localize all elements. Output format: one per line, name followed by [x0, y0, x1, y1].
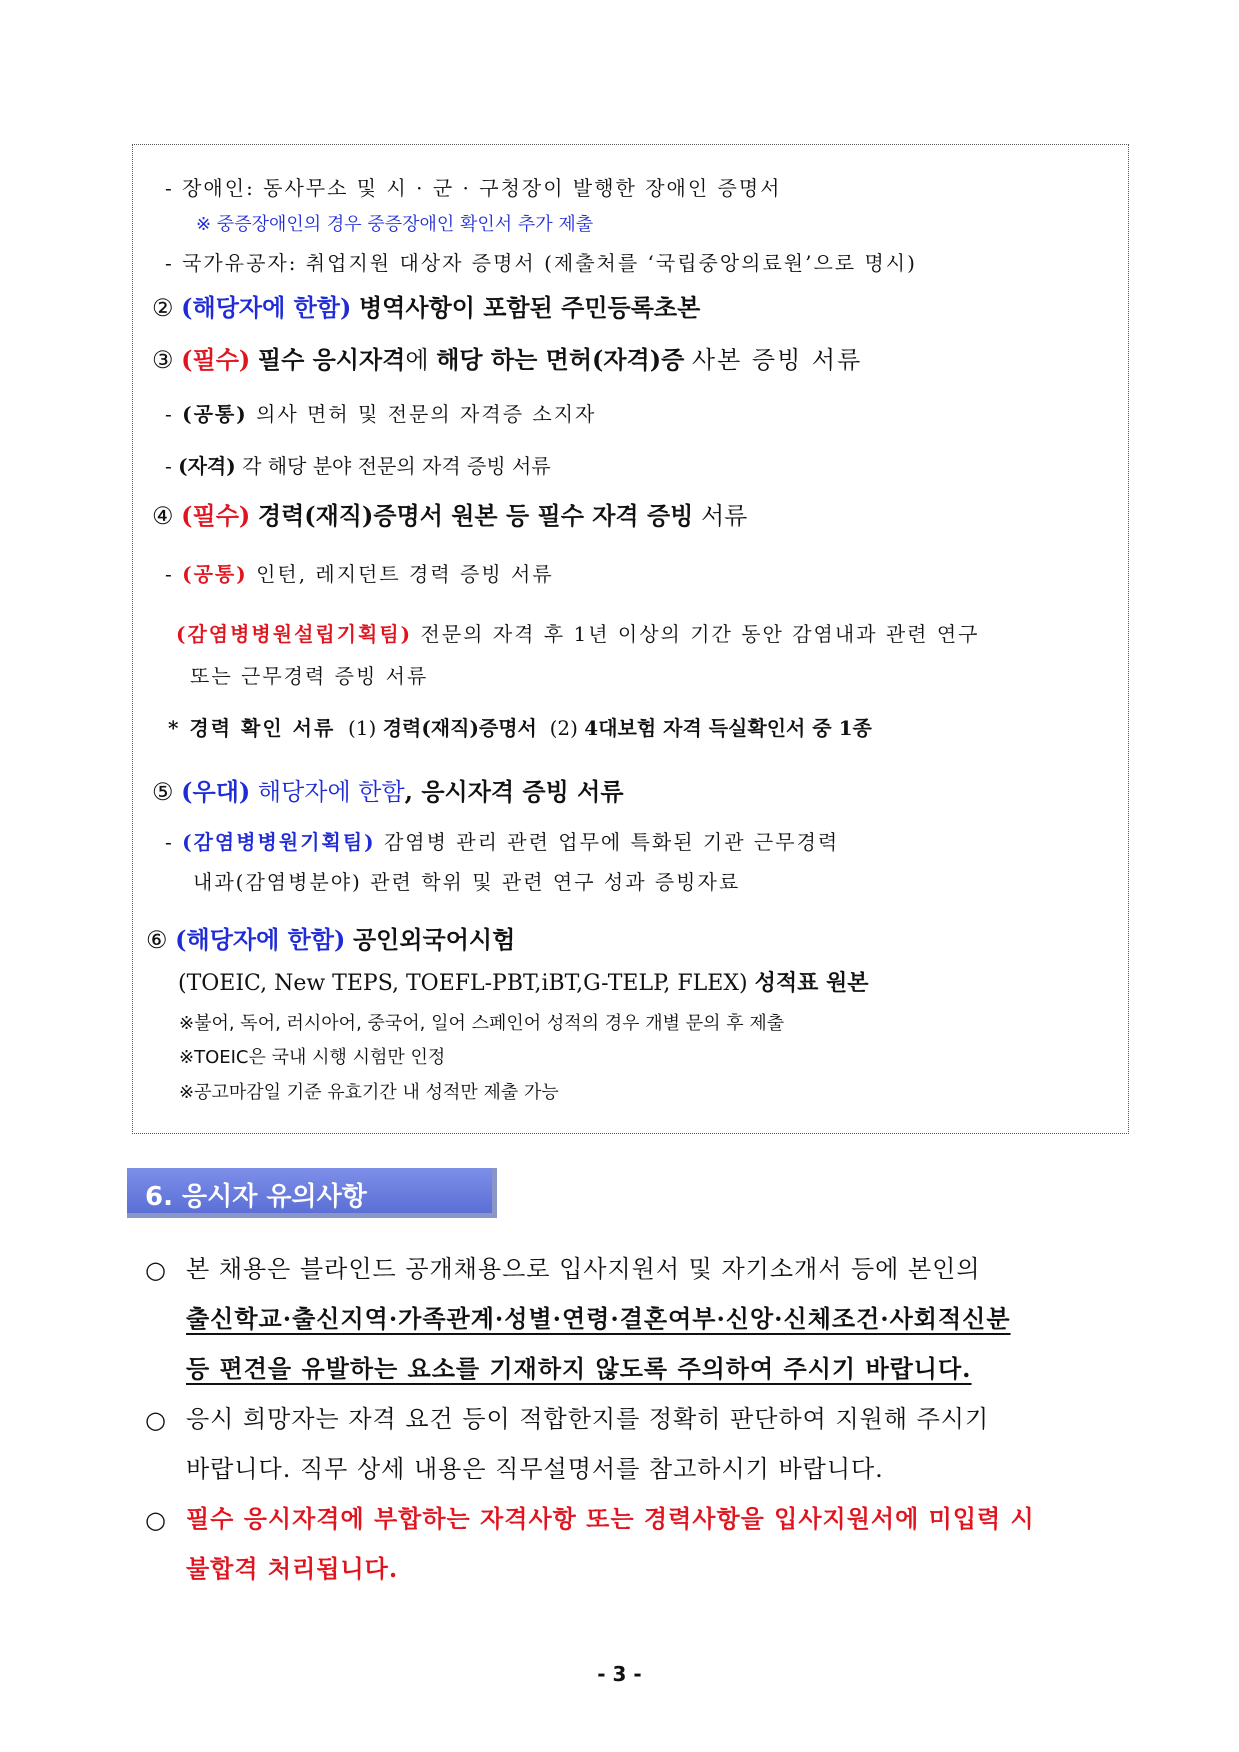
paragraph-2-line-1: 응시 희망자는 자격 요건 등이 적합한지를 정확히 판단하여 지원해 주시기	[186, 1405, 990, 1433]
item-6-num: ⑥	[146, 926, 168, 954]
item-4b-tag: (감염병병원설립기획팀)	[176, 622, 413, 646]
item-6a-bold: 성적표 원본	[754, 970, 869, 996]
item-5a-cont: 내과(감염병분야) 관련 학위 및 관련 연구 성과 증빙자료	[193, 870, 741, 894]
paragraph-3	[186, 1494, 1116, 1594]
dash: -	[165, 402, 183, 426]
dash: -	[165, 562, 183, 586]
item-3b-text: 각 해당 분야 전문의 자격 증빙 서류	[242, 454, 551, 478]
item-4-tag: (필수)	[181, 501, 251, 530]
paragraph-3-line-2: 불합격 처리됩니다.	[186, 1554, 399, 1583]
section-header	[127, 1168, 497, 1218]
item-4c	[168, 712, 872, 741]
item-2-text: 병역사항이 포함된 주민등록초본	[358, 293, 701, 322]
item-3b	[165, 450, 551, 479]
item-6-text: 공인외국어시험	[352, 925, 516, 954]
item-6-tag: (해당자에 한함)	[175, 925, 346, 954]
item-5	[152, 772, 624, 807]
item-5-bold: , 응시자격 증빙 서류	[404, 777, 624, 806]
item-4	[152, 496, 747, 531]
section-title: 6. 응시자 유의사항	[145, 1182, 367, 1212]
item-4c-num-1: (1)	[348, 716, 377, 740]
bullet-1: ○	[145, 1256, 166, 1284]
dash: -	[165, 454, 179, 478]
disabled-doc-line: - 장애인: 동사무소 및 시 · 군 · 구청장이 발행한 장애인 증명서	[165, 176, 782, 200]
item-2	[152, 288, 700, 323]
item-6a-tests: (TOEIC, New TEPS, TOEFL-PBT,iBT,G-TELP, FLEX)	[178, 971, 748, 996]
item-5a	[165, 826, 839, 855]
item-4a	[165, 558, 554, 587]
item-4c-bold-3: 4대보험 자격 득실확인서 중 1종	[584, 716, 872, 740]
item-4-bold: 경력(재직)증명서 원본 등 필수 자격 증빙	[257, 501, 694, 530]
veteran-doc-line: - 국가유공자: 취업지원 대상자 증명서 (제출처를 ‘국립중앙의료원’으로 명시)	[165, 251, 917, 275]
item-4-text: 서류	[700, 502, 748, 530]
item-3	[152, 340, 862, 375]
paragraph-1-underline-2: 등 편견을 유발하는 요소를 기재하지 않도록 주의하여 주시기 바랍니다.	[186, 1354, 972, 1383]
paragraph-2	[186, 1394, 1116, 1494]
lang-note-1: ※불어, 독어, 러시아어, 중국어, 일어 스페인어 성적의 경우 개별 문의 후 제출	[179, 1013, 785, 1034]
item-4a-tag: (공통)	[182, 562, 248, 586]
item-4b	[176, 618, 979, 647]
paragraph-1-underline-1: 출신학교·출신지역·가족관계·성별·연령·결혼여부·신앙·신체조건·사회적신분	[186, 1304, 1011, 1333]
item-4c-bold-1: * 경력 확인 서류	[168, 716, 336, 740]
paragraph-1-line-1: 본 채용은 블라인드 공개채용으로 입사지원서 및 자기소개서 등에 본인의	[186, 1255, 981, 1283]
item-3-tag: (필수)	[181, 345, 251, 374]
item-4a-text: 인턴, 레지던트 경력 증빙 서류	[256, 562, 554, 586]
dash: -	[165, 830, 183, 854]
bullet-3: ○	[145, 1506, 166, 1534]
page-number: - 3 -	[597, 1662, 642, 1686]
item-4-num: ④	[152, 502, 174, 530]
paragraph-2-line-2: 바랍니다. 직무 상세 내용은 직무설명서를 참고하시기 바랍니다.	[186, 1455, 884, 1483]
item-5-tag: (우대)	[181, 777, 251, 806]
item-4b-cont: 또는 근무경력 증빙 서류	[190, 664, 429, 688]
item-3a-text: 의사 면허 및 전문의 자격증 소지자	[256, 402, 597, 426]
item-2-tag: (해당자에 한함)	[181, 293, 352, 322]
item-6	[146, 920, 515, 955]
item-4c-num-2: (2)	[549, 716, 578, 740]
item-6a	[178, 966, 869, 997]
item-3-bold-1: 필수 응시자격	[257, 345, 406, 374]
item-5-num: ⑤	[152, 778, 174, 806]
paragraph-3-line-1: 필수 응시자격에 부합하는 자격사항 또는 경력사항을 입사지원서에 미입력 시	[186, 1504, 1035, 1533]
item-3b-tag: (자격)	[178, 454, 236, 478]
item-5a-tag: (감염병병원기획팀)	[182, 830, 376, 854]
item-3a-tag: (공통)	[182, 402, 248, 426]
item-3-num: ③	[152, 346, 174, 374]
item-3-text-1: 에	[405, 346, 429, 374]
paragraph-1	[186, 1244, 1116, 1394]
item-3-text-2: 사본 증빙 서류	[691, 346, 863, 374]
item-4b-text: 전문의 자격 후 1년 이상의 기간 동안 감염내과 관련 연구	[420, 622, 980, 646]
bullet-2: ○	[145, 1406, 166, 1434]
item-5a-text: 감염병 관리 관련 업무에 특화된 기관 근무경력	[383, 830, 840, 854]
item-3-bold-2: 해당 하는 면허(자격)증	[436, 345, 685, 374]
item-2-num: ②	[152, 294, 174, 322]
item-4c-bold-2: 경력(재직)증명서	[382, 716, 537, 740]
item-3a	[165, 398, 596, 427]
severe-disabled-note: ※ 중증장애인의 경우 중증장애인 확인서 추가 제출	[196, 214, 594, 235]
lang-note-3: ※공고마감일 기준 유효기간 내 성적만 제출 가능	[179, 1082, 559, 1103]
lang-note-2: ※TOEIC은 국내 시행 시험만 인정	[179, 1047, 446, 1068]
item-5-text: 해당자에 한함	[257, 778, 405, 806]
